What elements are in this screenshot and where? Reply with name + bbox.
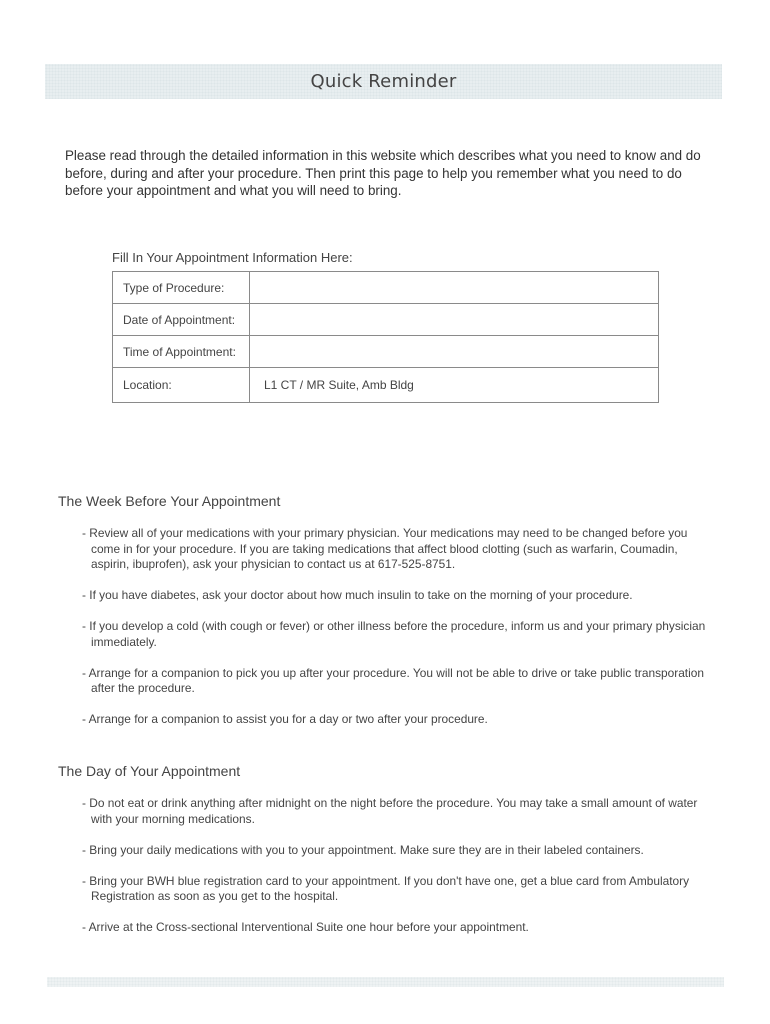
list-item: - Arrange for a companion to assist you for a day or two after your procedure. bbox=[82, 712, 488, 726]
table-row bbox=[113, 368, 659, 403]
week-before-list bbox=[82, 526, 712, 743]
appointment-time-label: Time of Appointment: bbox=[113, 336, 250, 368]
procedure-type-field[interactable] bbox=[250, 272, 659, 304]
intro-paragraph: Please read through the detailed information in this website which describes what you need to know and do before, during and after your procedure. Then print this page to help you remember what you need to do before your appointment and what you will need to bring. bbox=[65, 148, 701, 198]
day-of-heading: The Day of Your Appointment bbox=[58, 763, 241, 779]
list-item: - Arrive at the Cross-sectional Interventional Suite one hour before your appointment. bbox=[82, 920, 529, 934]
day-of-list bbox=[82, 796, 712, 951]
week-before-heading: The Week Before Your Appointment bbox=[58, 493, 281, 509]
list-item: - Bring your daily medications with you to your appointment. Make sure they are in their labeled containers. bbox=[82, 842, 644, 857]
footer-bar bbox=[47, 977, 724, 987]
title-bar bbox=[45, 64, 722, 99]
list-item: - If you develop a cold (with cough or fever) or other illness before the procedure, inform us and your primary physician immediately. bbox=[82, 619, 706, 649]
table-row bbox=[113, 304, 659, 336]
table-row bbox=[113, 336, 659, 368]
table-row bbox=[113, 272, 659, 304]
list-item: - Bring your BWH blue registration card to your appointment. If you don't have one, get a blue card from Ambulatory Registration as soon as you get to the hospital. bbox=[82, 873, 690, 903]
list-item: - If you have diabetes, ask your doctor about how much insulin to take on the morning of your procedure. bbox=[82, 588, 633, 602]
appointment-info-table bbox=[112, 271, 659, 403]
appointment-date-field[interactable] bbox=[250, 304, 659, 336]
appointment-time-field[interactable] bbox=[250, 336, 659, 368]
list-item: - Arrange for a companion to pick you up after your procedure. You will not be able to drive or take public transporation after the procedure. bbox=[82, 665, 704, 695]
location-label: Location: bbox=[113, 368, 250, 403]
location-field[interactable]: L1 CT / MR Suite, Amb Bldg bbox=[250, 368, 659, 403]
appointment-form-heading: Fill In Your Appointment Information Here: bbox=[112, 250, 353, 265]
page-title: Quick Reminder bbox=[310, 71, 457, 92]
appointment-date-label: Date of Appointment: bbox=[113, 304, 250, 336]
list-item: - Do not eat or drink anything after midnight on the night before the procedure. You may take a small amount of water with your morning medications. bbox=[82, 796, 698, 826]
list-item: - Review all of your medications with your primary physician. Your medications may need to be changed before you come in for your procedure. If you are taking medications that affect blood clotting (such as warfarin, Coumadin, aspirin, ibuprofen), ask your physician to contact us at 617-525-8751. bbox=[82, 526, 688, 571]
procedure-type-label: Type of Procedure: bbox=[113, 272, 250, 304]
